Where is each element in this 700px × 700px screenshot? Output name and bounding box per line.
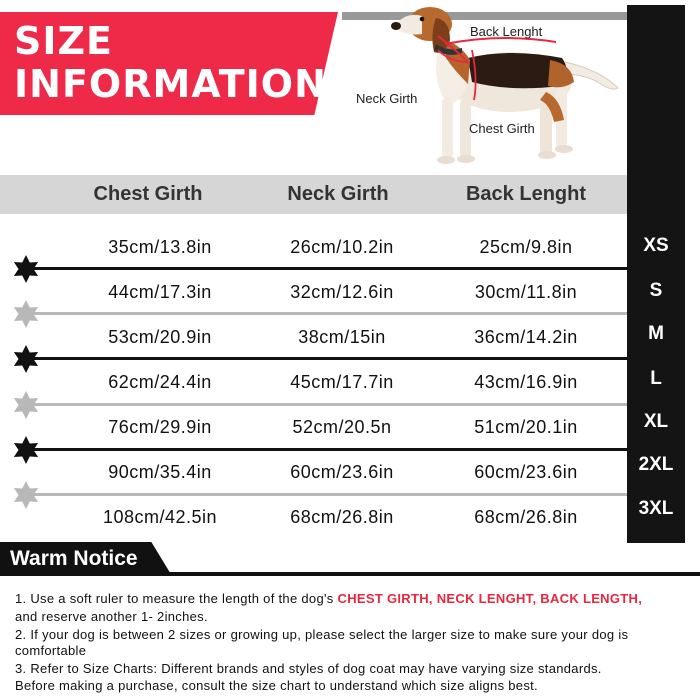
banner-title-line2: INFORMATION [14,62,327,106]
header-back-length: Back Lenght [465,183,587,205]
diagram-label-chest: Chest Girth [469,121,535,136]
cell-neck: 32cm/12.6in [290,282,394,302]
cell-neck: 52cm/20.5n [292,417,392,437]
notice-item-3-cont: Before making a purchase, consult the size chart to understand which size aligns best. [15,678,538,693]
notice-item-1-cont: and reserve another 1- 2inches. [15,609,208,624]
cell-back: 43cm/16.9in [474,372,578,392]
row-divider [25,448,627,451]
row-divider [25,493,627,496]
cell-neck: 38cm/15in [298,327,386,347]
diagram-label-neck: Neck Girth [356,91,418,106]
cell-back: 68cm/26.8in [474,507,578,527]
row-divider [25,357,627,360]
cell-back: 60cm/23.6in [474,462,578,482]
banner-title-line1: SIZE [14,19,114,63]
notice-item-1-text: 1. Use a soft ruler to measure the length of the dog's [15,591,338,606]
cell-neck: 45cm/17.7in [290,372,394,392]
header-neck-girth: Neck Girth [287,183,389,205]
size-label: 2XL [638,454,674,475]
cell-neck: 68cm/26.8in [290,507,394,527]
cell-chest: 76cm/29.9in [108,417,212,437]
notice-item-1 [15,591,642,606]
size-label: XL [643,411,669,432]
cell-neck: 60cm/23.6in [290,462,394,482]
cell-back: 30cm/11.8in [474,282,578,302]
notice-item-2-cont: comfortable [15,643,87,658]
size-label: L [650,368,662,389]
size-label: XS [643,235,669,256]
cell-chest: 90cm/35.4in [108,462,212,482]
notice-item-3: 3. Refer to Size Charts: Different brands and styles of dog coat may have varying size standards. [15,661,602,676]
row-divider [25,403,627,406]
cell-back: 51cm/20.1in [474,417,578,437]
notice-item-2: 2. If your dog is between 2 sizes or growing up, please select the larger size to make sure your dog is [15,627,629,642]
header-chest-girth: Chest Girth [93,183,203,205]
cell-back: 36cm/14.2in [474,327,578,347]
cell-chest: 53cm/20.9in [108,327,212,347]
diagram-label-back: Back Lenght [470,24,543,39]
cell-neck: 26cm/10.2in [290,237,394,257]
cell-chest: 44cm/17.3in [108,282,212,302]
size-label: M [648,323,664,344]
size-label: 3XL [638,498,674,519]
cell-chest: 35cm/13.8in [108,237,212,257]
size-label: S [649,280,663,301]
cell-chest: 62cm/24.4in [108,372,212,392]
notice-title: Warm Notice [10,547,138,570]
cell-back: 25cm/9.8in [479,237,573,257]
cell-chest: 108cm/42.5in [102,507,218,527]
row-divider [25,312,627,315]
row-divider [25,267,627,270]
notice-item-1-highlight: CHEST GIRTH, NECK LENGHT, BACK LENGTH, [337,591,643,606]
